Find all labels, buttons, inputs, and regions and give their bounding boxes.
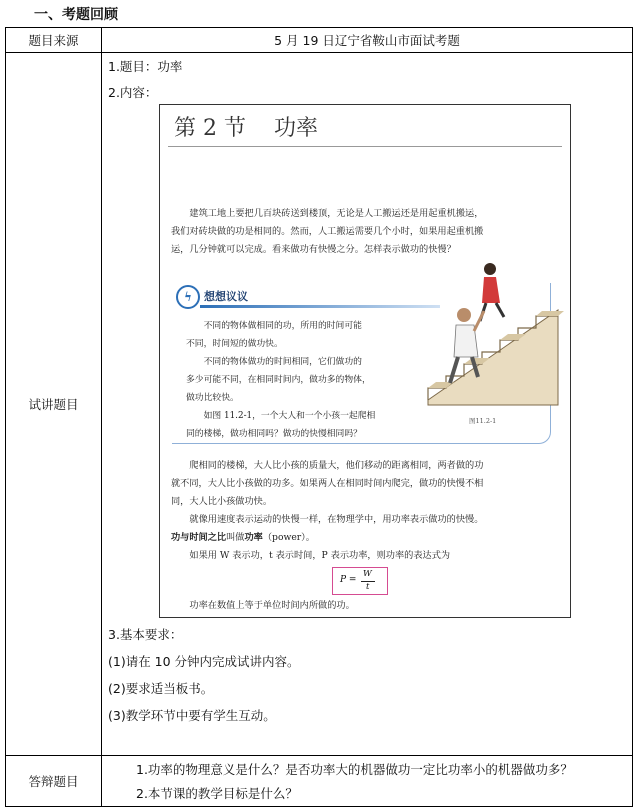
qa-label: 答辩题目	[6, 756, 102, 807]
discussion-line: 不同的物体做相同的功，所用的时间可能	[203, 321, 362, 331]
qa-question: 2.本节课的教学目标是什么？	[136, 786, 298, 801]
discussion-line: 多少可能不同，在相同时间内，做功多的物体，	[186, 375, 371, 385]
requirement-item: (3)教学环节中要有学生互动。	[108, 708, 276, 723]
main-row	[6, 53, 633, 756]
requirements-title: 3.基本要求：	[108, 627, 183, 642]
discussion-header	[176, 285, 306, 307]
closing-line: 功率在数值上等于单位时间内所做的功。	[189, 600, 355, 611]
discussion-line: 不同，时间短的做功快。	[186, 339, 283, 349]
main-content	[102, 53, 633, 756]
heading-divider	[168, 146, 562, 147]
requirement-item: (1)请在 10 分钟内完成试讲内容。	[108, 654, 300, 669]
lightning-icon: ϟ	[176, 285, 200, 309]
body-line: 就像用速度表示运动的快慢一样，在物理学中，用功率表示做功的快慢。	[189, 514, 484, 525]
definition-bold: 功与时间之比	[171, 532, 227, 543]
discussion-text	[186, 317, 432, 443]
discussion-line: 不同的物体做功的时间相同，它们做功的	[203, 357, 362, 367]
discussion-title: 想想议议	[204, 290, 248, 303]
intro-line: 建筑工地上要把几百块砖送到楼顶，无论是人工搬运还是用起重机搬运，	[189, 208, 484, 219]
discussion-line: 同的楼梯，做功相同吗？做功的快慢相同吗？	[186, 429, 362, 439]
definition-end: （power）。	[262, 532, 315, 543]
content-label: 2.内容：	[108, 85, 158, 100]
power-formula	[332, 567, 388, 595]
section-number: 第 2 节	[174, 116, 246, 141]
main-label: 试讲题目	[6, 53, 102, 756]
definition-line	[171, 529, 561, 547]
qa-row	[6, 756, 633, 807]
formula-denominator: t	[366, 582, 370, 592]
exam-table	[5, 27, 633, 807]
definition-mid: 叫做	[226, 532, 245, 543]
body-line: 就不同，大人比小孩做的功多。如果两人在相同时间内爬完，做功的快慢不相	[171, 478, 484, 489]
adult-head	[457, 308, 471, 322]
figure-label: 图11.2-1	[469, 417, 497, 425]
intro-line: 我们对砖块做的功是相同的。然而，人工搬运需要几个小时，如果用起重机搬	[171, 226, 484, 237]
source-value: 5 月 19 日辽宁省鞍山市面试考题	[102, 28, 633, 53]
qa-question: 1.功率的物理意义是什么？是否功率大的机器做功一定比功率小的机器做功多？	[136, 762, 573, 777]
definition-term: 功率	[244, 532, 263, 543]
child-head	[484, 263, 496, 275]
body-line: 爬相同的楼梯，大人比小孩的质量大，他们移动的距离相同，两者做的功	[189, 460, 484, 471]
discussion-line: 如图 11.2-1，一个大人和一个小孩一起爬相	[203, 411, 376, 421]
body-line: 同，大人比小孩做功快。	[171, 496, 273, 507]
intro-paragraph	[171, 205, 561, 259]
child-body	[482, 277, 500, 303]
book-heading	[174, 111, 318, 142]
body-paragraph	[171, 457, 561, 565]
section-heading-title: 功率	[273, 116, 318, 141]
step-top	[536, 311, 564, 316]
formula-numerator: W	[363, 569, 372, 579]
adult-arm	[474, 311, 484, 331]
formula-intro: 如果用 W 表示功，t 表示时间，P 表示功率，则功率的表达式为	[189, 550, 451, 561]
formula-lhs: P =	[340, 575, 357, 585]
stair-side	[428, 310, 558, 405]
discussion-title-bar	[200, 305, 440, 308]
requirement-item: (2)要求适当板书。	[108, 681, 214, 696]
section-title: 一、考题回顾	[34, 7, 118, 23]
topic-line: 1.题目：功率	[108, 59, 183, 74]
qa-content	[102, 756, 633, 807]
discussion-line: 做功比较快。	[186, 393, 239, 403]
staircase-figure	[418, 255, 568, 440]
intro-line: 运，几分钟就可以完成。看来做功有快慢之分。怎样表示做功的快慢？	[171, 244, 456, 255]
source-row	[6, 28, 633, 53]
source-label: 题目来源	[6, 28, 102, 53]
textbook-excerpt	[159, 104, 571, 618]
